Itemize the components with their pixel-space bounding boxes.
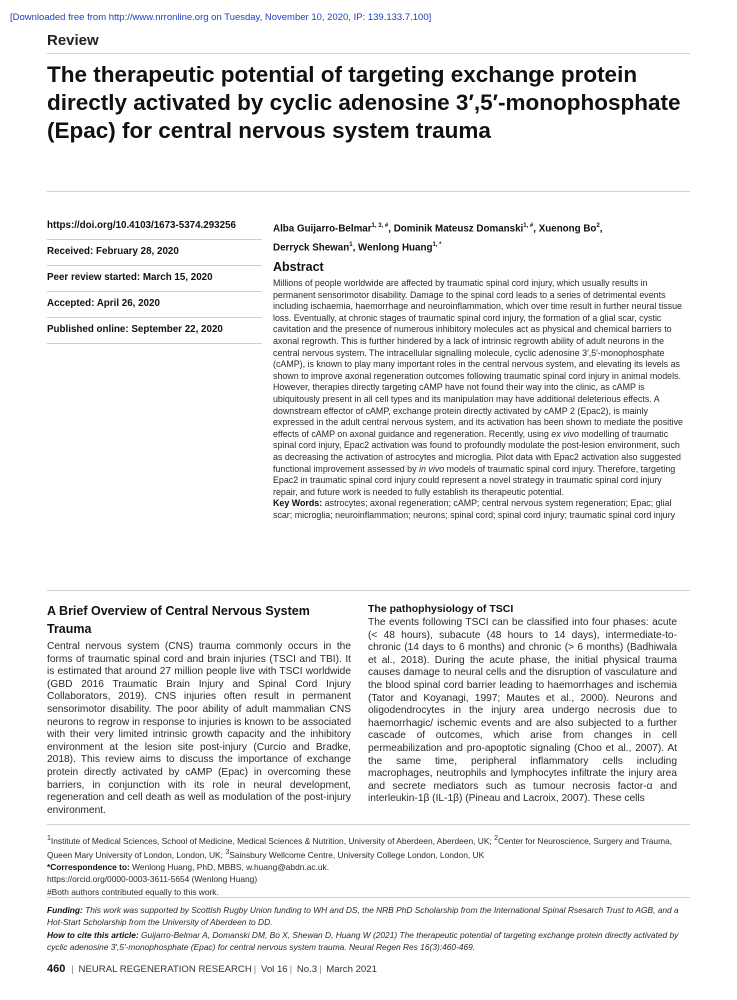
author-name: Derryck Shewan	[273, 242, 350, 254]
divider	[47, 824, 690, 825]
abstract-text: models of traumatic spinal cord injury. Therefore, targeting Epac2 in traumatic spinal cord injury could represent a novel strategy in traumatic spinal cord injury repair, and future work is needed to fully establish its therapeutic potential.	[273, 463, 676, 497]
author-name: Dominik Mateusz Domanski	[393, 223, 524, 235]
body-column-right: The events following TSCI can be classified into four phases: acute (< 48 hours), subacute (48 hours to 14 days), intermediate-to-chronic (14 days to 6 months) and chronic (> 6 months) (Badhiwala et al., 2018). During the acute phase, the initial physical trauma causes damage to neural cells and the disruption of vasculature and the blood spinal cord barrier leading to haemorrhages and ischemia (Tator and Koyanagi, 1997; Mautes et al., 2000). Neurons and oligodendrocytes in the injury area undergo necrosis due to haemorrhagic/ ischemic events and are also subjected to a further cascade of outcomes, which arise from changes in cell permeabilization and pro-apoptotic signaling (Choo et al., 2007). At the same time, peripheral inflammatory cells including macrophages, neutrophils and lymphocytes infiltrate the injury area and secrete mediators such as tumour necrosis factor-α and interleukin-1β (IL-1β) (Pineau and Lacroix, 2007). These cells	[368, 617, 677, 805]
footnote-sup: 3	[225, 849, 230, 857]
keywords-label: Key Words:	[273, 498, 323, 509]
affiliation: Sainsbury Wellcome Centre, University College London, London, UK	[229, 849, 485, 860]
citation-text: Guijarro-Belmar A, Domanski DM, Bo X, Shewan D, Huang W (2021) The therapeutic potential of targeting exchange protein directly activated by cyclic adenosine 3′,5′-monophosphate (Epac) for central nervous system trauma. Neural Regen Res 16(3):460-469.	[47, 929, 679, 952]
issue-date: March 2021	[326, 964, 377, 975]
author-name: Wenlong Huang	[358, 242, 433, 254]
published-date: Published online: September 22, 2020	[47, 322, 262, 344]
funding-citation	[47, 904, 687, 953]
abstract-body	[273, 278, 685, 521]
footnotes	[47, 833, 687, 898]
author-separator: ,	[352, 242, 359, 254]
peer-review-date: Peer review started: March 15, 2020	[47, 270, 262, 292]
keywords-text: astrocytes; axonal regeneration; cAMP; central nervous system regeneration; Epac; glial scar; microglia; neuroinflammation; neurons; spinal cord; spinal cord injury; traumatic spinal cord injury	[273, 498, 676, 520]
abstract-heading: Abstract	[273, 260, 324, 274]
article-meta	[47, 218, 262, 348]
author-separator: ,	[533, 223, 539, 235]
correspondence-text: Wenlong Huang, PhD, MBBS, w.huang@abdn.ac.uk.	[129, 862, 330, 873]
accepted-date: Accepted: April 26, 2020	[47, 296, 262, 318]
body-column-left: Central nervous system (CNS) trauma commonly occurs in the forms of traumatic spinal cord and brain injuries (TSCI and TBI). It is estimated that around 27 million people live with TSCI worldwide (GBD 2016 Traumatic Brain Injury and Spinal Cord Injury Collaborators, 2019). CNS injuries often result in permanent sensorimotor disability. The poor ability of adult mammalian CNS neurons to regrow in response to injuries is known to be associated with their very limited intrinsic growth capacity and the inhibitory environment at the lesion site post-injury (Curcio and Bradke, 2018). This review aims to discuss the importance of exchange protein directly activated by cAMP (Epac) in overcoming these barriers, in conjunction with its role in neural development, regeneration and cell death as well as modulation of the post-injury environment.	[47, 641, 351, 816]
funding-text: This work was supported by Scottish Rugby Union funding to WH and DS, the NRB PhD Scholarship from the International Spinal Rsesarch Trust to AGB, and a Hot-Start Scholarship from the University of Aberdeen to DD.	[47, 905, 679, 928]
author-affiliation: 1, #	[523, 223, 534, 229]
abstract-italic: ex vivo	[551, 428, 579, 439]
issue: No.3	[296, 964, 318, 975]
download-banner-link[interactable]: [Downloaded free from http://www.nrronline.org on Tuesday, November 10, 2020, IP: 139.133.7.100]	[10, 12, 432, 23]
citation-label: How to cite this article:	[47, 929, 139, 940]
page-number: 460	[47, 963, 66, 975]
abstract-text: Millions of people worldwide are affected by traumatic spinal cord injury, which usually results in permanent sensorimotor disability. Damage to the spinal cord leads to a series of detrimental events including ischaemia, haemorrhage and neuroinflammation, which over time result in further neural tissue loss. Eventually, at chronic stages of traumatic spinal cord injury, the formation of a glial scar, cystic cavitation and the presence of numerous inhibitory molecules act as physical and chemical barriers to axonal regrowth. This is further hindered by a lack of intrinsic regrowth ability of adult neurons in the central nervous system. The intracellular signalling molecule, cyclic adenosine 3′,5′-monophosphate (cAMP), is known to play many important roles in the central nervous system, and elevating its levels as shown to improve axonal regeneration outcomes following traumatic spinal cord injury in animal models. However, therapies directly targeting cAMP have not found their way into the clinic, as cAMP is ubiquitously present in all cell types and its manipulation may have additional deleterious effects. A downstream effector of cAMP, exchange protein directly activated by cAMP 2 (Epac2), is mainly expressed in the adult central nervous system, and its activation has been shown to mediate the positive effects of cAMP on axonal guidance and regeneration. Recently, using	[273, 278, 683, 439]
abstract-italic: in vivo	[419, 463, 445, 474]
journal-name: NEURAL REGENERATION RESEARCH	[78, 964, 252, 975]
doi-link[interactable]: https://doi.org/10.4103/1673-5374.293256	[47, 218, 262, 240]
author-affiliation: 1, *	[432, 242, 442, 249]
author-list	[273, 218, 693, 257]
volume: Vol 16	[260, 964, 288, 975]
equal-contribution-note: #Both authors contributed equally to this work.	[47, 886, 219, 897]
affiliation: Institute of Medical Sciences, School of Medicine, Medical Sciences & Nutrition, University of Aberdeen, Aberdeen, UK;	[50, 835, 495, 846]
author-affiliation: 1, 3, #	[371, 223, 389, 229]
author-name: Alba Guijarro-Belmar	[273, 223, 372, 235]
footnote-sup: 2	[494, 835, 498, 842]
abstract-text: modelling of traumatic spinal cord injury, Epac2 activation was found to profoundly modulate the post-lesion environment, such as decreasing the activation of astrocytes and microglia. Pilot data with Epac2 activation also suggested functional improvement assessed by	[273, 428, 681, 474]
article-title: The therapeutic potential of targeting exchange protein directly activated by cyclic adenosine 3′,5′-monophosphate (Epac) for central nervous system trauma	[47, 62, 681, 143]
section-label: Review	[47, 32, 99, 49]
divider	[47, 897, 690, 898]
author-name: Xuenong Bo	[538, 223, 597, 235]
section-heading: A Brief Overview of Central Nervous System Trauma	[47, 604, 310, 636]
affiliation: Center for Neuroscience, Surgery and Trauma, Queen Mary University of London, London, UK;	[47, 835, 673, 860]
divider	[47, 53, 690, 54]
divider	[47, 191, 690, 192]
received-date: Received: February 28, 2020	[47, 244, 262, 266]
author-separator: ,	[599, 223, 603, 235]
author-affiliation: 1	[349, 242, 353, 249]
divider	[47, 590, 690, 591]
orcid-link[interactable]: https://orcid.org/0000-0003-3611-5654 (Wenlong Huang)	[47, 874, 258, 885]
page-footer: 460 | NEURAL REGENERATION RESEARCH | Vol 16 | No.3 | March 2021	[47, 963, 377, 975]
subsection-heading: The pathophysiology of TSCI	[368, 603, 514, 615]
footnote-sup: 1	[47, 835, 51, 842]
author-affiliation: 2	[596, 223, 600, 229]
author-separator: ,	[388, 223, 394, 235]
funding-label: Funding:	[47, 905, 83, 915]
correspondence-label: *Correspondence to:	[47, 862, 130, 873]
